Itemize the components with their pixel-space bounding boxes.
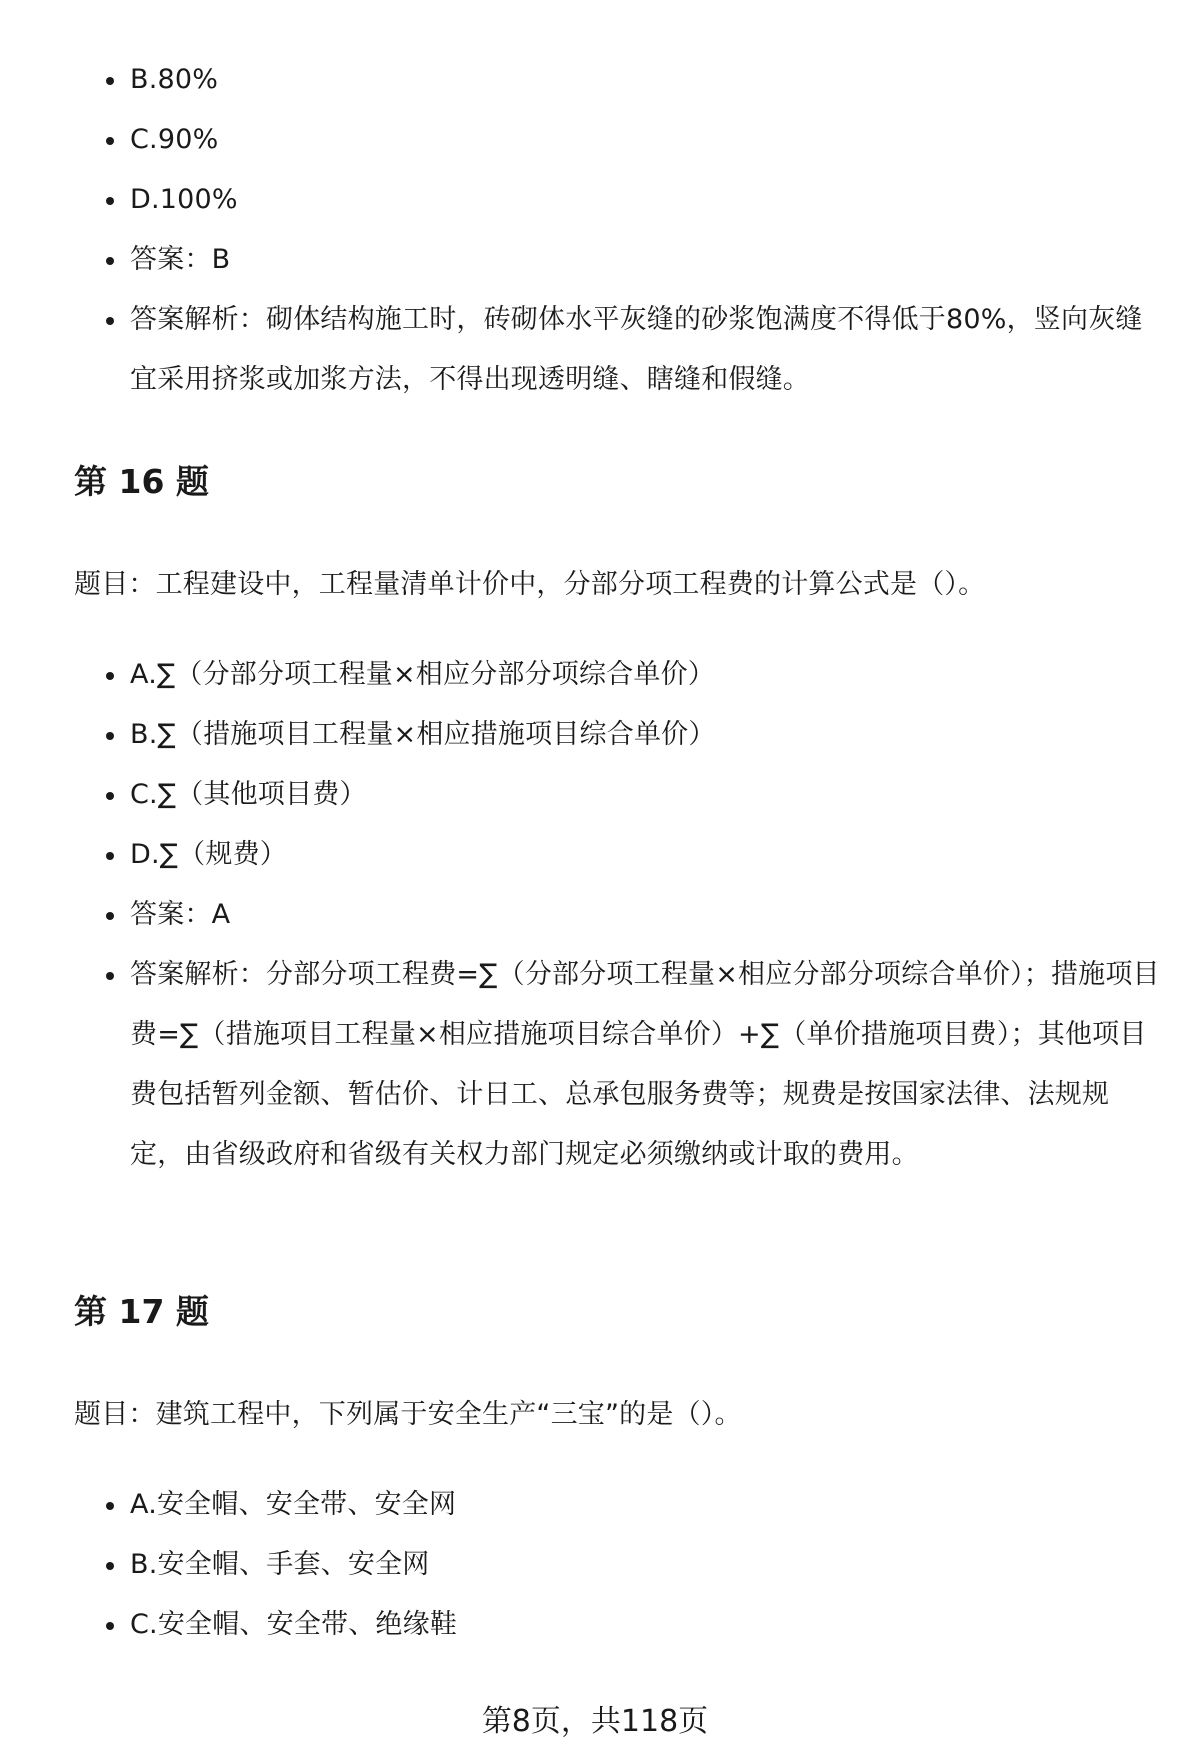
q15-option-b: B.80% (130, 50, 1160, 110)
q15-answer: 答案：B (130, 230, 1160, 290)
q17-option-c: C.安全帽、安全带、绝缘鞋 (130, 1595, 1160, 1655)
q17-heading: 第 17 题 (74, 1292, 209, 1331)
q17-option-a: A.安全帽、安全带、安全网 (130, 1475, 1160, 1535)
q15-option-d: D.100% (130, 170, 1160, 230)
q16-option-a: A.∑（分部分项工程量×相应分部分项综合单价） (130, 645, 1160, 705)
q16-heading: 第 16 题 (74, 462, 209, 501)
q16-stem: 题目：工程建设中，工程量清单计价中，分部分项工程费的计算公式是（）。 (74, 569, 986, 600)
q16-option-c: C.∑（其他项目费） (130, 765, 1160, 825)
q17-option-b: B.安全帽、手套、安全网 (130, 1535, 1160, 1595)
q16-explanation: 答案解析：分部分项工程费=∑（分部分项工程量×相应分部分项综合单价）；措施项目费=∑（措施项目工程量×相应措施项目综合单价）+∑（单价措施项目费）；其他项目费包括暂列金额、暂估价、计日工、总承包服务费等；规费是按国家法律、法规规定，由省级政府和省级有关权力部门规定必须缴纳或计取的费用。 (130, 945, 1160, 1185)
q15-explanation: 答案解析：砌体结构施工时，砖砌体水平灰缝的砂浆饱满度不得低于80%，竖向灰缝宜采用挤浆或加浆方法，不得出现透明缝、瞎缝和假缝。 (130, 290, 1160, 410)
page-number-footer: 第8页，共118页 (481, 1704, 709, 1739)
q17-stem: 题目：建筑工程中，下列属于安全生产“三宝”的是（）。 (74, 1399, 742, 1430)
q15-option-c: C.90% (130, 110, 1160, 170)
q16-option-d: D.∑（规费） (130, 825, 1160, 885)
q16-answer: 答案：A (130, 885, 1160, 945)
q16-option-b: B.∑（措施项目工程量×相应措施项目综合单价） (130, 705, 1160, 765)
